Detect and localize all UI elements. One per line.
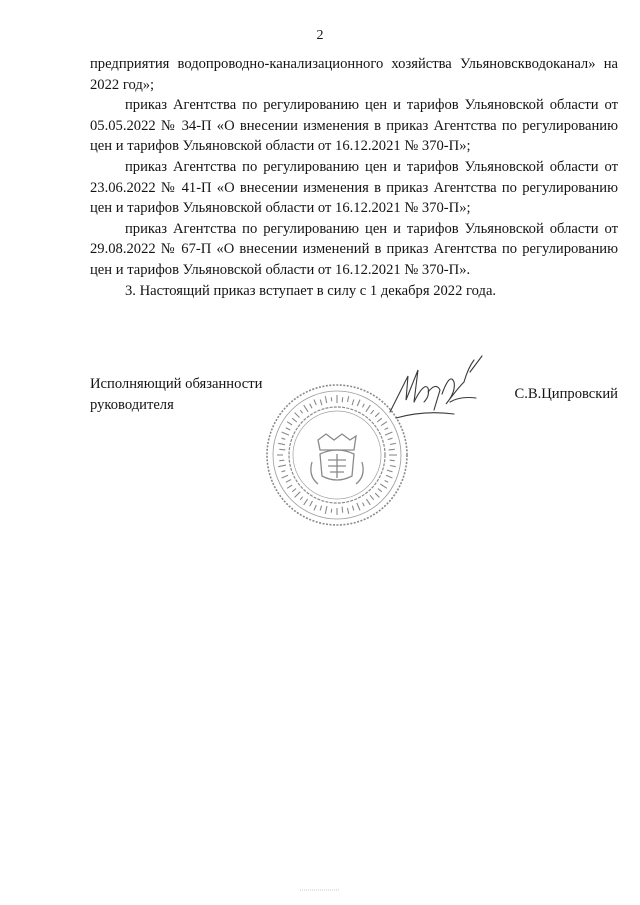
signatory-name: С.В.Ципровский: [514, 386, 618, 402]
document-body: [90, 54, 618, 301]
paragraph-order-34p: приказ Агентства по регулированию цен и тарифов Ульяновской области от 05.05.2022 № 34-П «О внесении изменения в приказ Агентства по регулированию цен и тарифов Ульяновской области от 16.12.2021 № 370-П»;: [90, 97, 618, 155]
paragraph-continuation: предприятия водопроводно-канализационного хозяйства Ульяновскводоканал» на 2022 год»;: [90, 56, 618, 93]
paragraph-order-41p: приказ Агентства по регулированию цен и тарифов Ульяновской области от 23.06.2022 № 41-П «О внесении изменения в приказ Агентства по регулированию цен и тарифов Ульяновской области от 16.12.2021 № 370-П»;: [90, 158, 618, 217]
paragraph-effective-date: 3. Настоящий приказ вступает в силу с 1 декабря 2022 года.: [125, 282, 497, 299]
scan-artifact-mark: [300, 888, 340, 892]
paragraph-order-67p: приказ Агентства по регулированию цен и тарифов Ульяновской области от 29.08.2022 № 67-П «О внесении изменений в приказ Агентства по регулированию цен и тарифов Ульяновской области от 16.12.2021 № 370-П».: [90, 220, 618, 278]
handwritten-signature-icon: [384, 352, 494, 426]
signatory-title: [90, 374, 262, 415]
signatory-title-line-1: Исполняющий обязанности: [90, 376, 263, 392]
page-number: 2: [316, 28, 324, 43]
signatory-title-line-2: руководителя: [90, 396, 174, 413]
